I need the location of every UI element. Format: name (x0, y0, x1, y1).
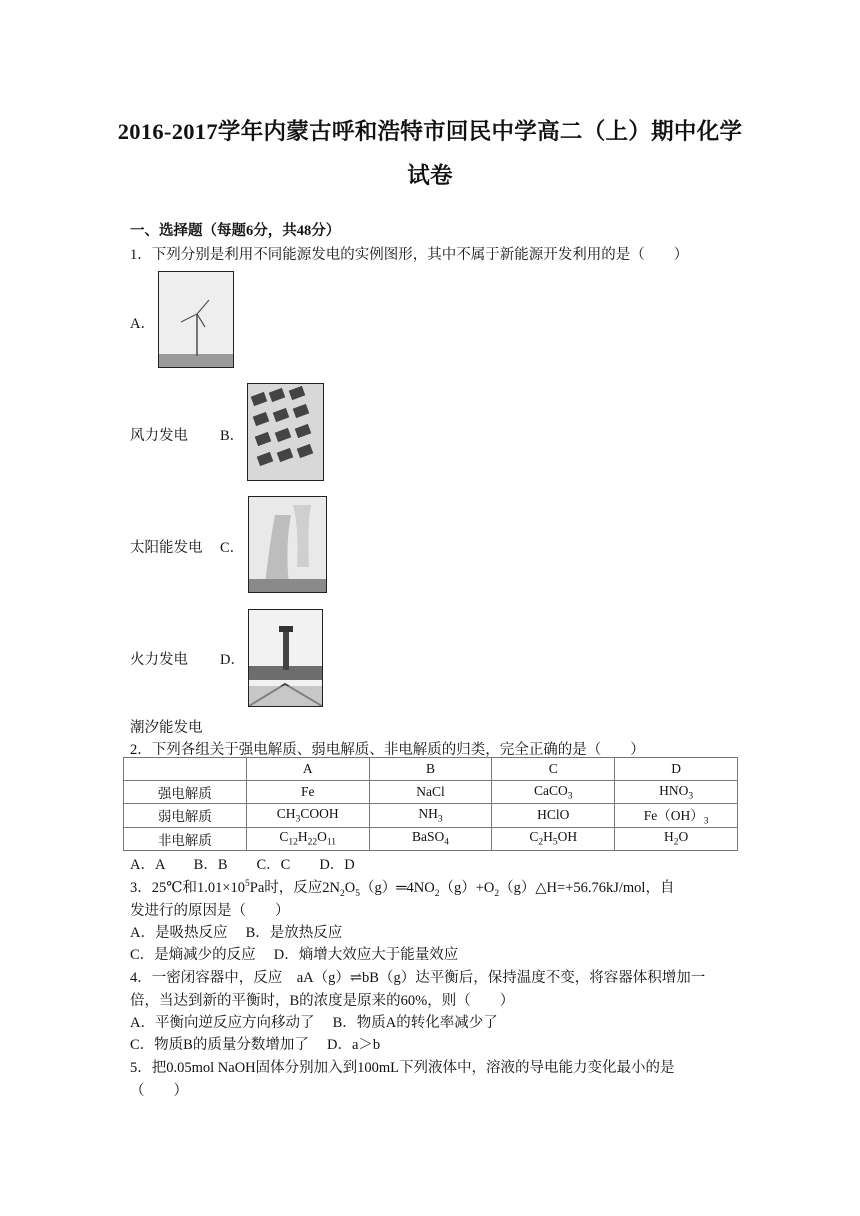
thermal-plant-image (248, 496, 327, 593)
question-4-options-cd: C．物质B的质量分数增加了 D．a＞b (130, 1037, 381, 1053)
row-label: 非电解质 (124, 827, 247, 850)
section-heading: 一、选择题（每题6分，共48分） (130, 223, 341, 239)
question-3-options-ab: A．是吸热反应 B．是放热反应 (130, 925, 343, 941)
table-header-cell: C (492, 758, 615, 781)
table-cell: CaCO$_3$ (492, 781, 615, 804)
row-label: 强电解质 (124, 781, 247, 804)
caption-c: 火力发电 (130, 652, 188, 668)
table-row (124, 827, 738, 850)
question-2-options: A．A B．B C．C D．D (130, 857, 355, 873)
row-label: 弱电解质 (124, 804, 247, 828)
table-cell: $HNO_3$ (615, 781, 738, 804)
table-header-cell: A (246, 758, 369, 781)
table-cell: $CH_3COOH$ (246, 804, 369, 828)
table-cell: $C_{12}H_{22}O_{11}$ (246, 827, 369, 850)
table-cell: NaCl (369, 781, 492, 804)
question-4-options-ab: A．平衡向逆反应方向移动了 B．物质A的转化率减少了 (130, 1015, 498, 1031)
question-1-stem: 1．下列分别是利用不同能源发电的实例图形，其中不属于新能源开发利用的是（ ） (130, 247, 689, 263)
question-3-stem: 3．25℃和$1.01\times 10^5Pa$时，反应$2N_2O_5(g)═4NO_2(g)+O_2(g)\triangle H=+56.76kJ$/mol，自 (130, 879, 675, 899)
table-cell: HClO (492, 804, 615, 828)
caption-b: 太阳能发电 (130, 540, 203, 556)
option-a-label: A． (130, 316, 155, 332)
table-cell: $H_2O$ (615, 827, 738, 850)
table-cell: Fe (246, 781, 369, 804)
question-5-stem-cont: （ ） (130, 1083, 188, 1099)
wind-turbine-image (158, 271, 234, 368)
table-row (124, 781, 738, 804)
option-c-label: C． (220, 540, 245, 556)
page-title: 2016-2017学年内蒙古呼和浩特市回民中学高二（上）期中化学 (117, 119, 743, 144)
page-title-line2: 试卷 (407, 163, 453, 188)
table-cell: $NH_3$ (369, 804, 492, 828)
tidal-power-image (248, 609, 323, 707)
table-cell: $C_2H_5OH$ (492, 827, 615, 850)
question-5-stem: 5．把0.05mol NaOH固体分别加入到100mL下列液体中，溶液的导电能力变化最小的是 (130, 1060, 675, 1076)
table-cell: $Fe(OH)_3$ (615, 804, 738, 828)
caption-a: 风力发电 (130, 428, 188, 444)
table-row (124, 804, 738, 828)
electrolyte-table (123, 757, 738, 851)
question-3-options-cd: C．是熵减少的反应 D．熵增大效应大于能量效应 (130, 947, 459, 963)
table-header-cell (124, 758, 247, 781)
solar-panel-image (247, 383, 324, 481)
question-2-stem: 2．下列各组关于强电解质、弱电解质、非电解质的归类，完全正确的是（ ） (130, 742, 645, 758)
question-3-stem-cont: 发进行的原因是（ ） (130, 903, 290, 919)
option-d-label: D． (220, 652, 245, 668)
caption-d: 潮汐能发电 (130, 720, 203, 736)
question-4-stem: 4．一密闭容器中，反应 aA（g）⇌bB（g）达平衡后，保持温度不变，将容器体积增加一 (130, 970, 706, 986)
option-b-label: B． (220, 428, 245, 444)
table-header-cell: B (369, 758, 492, 781)
table-header-cell: D (615, 758, 738, 781)
table-cell: BaSO$_4$ (369, 827, 492, 850)
table-header-row (124, 758, 738, 781)
question-4-stem-cont: 倍，当达到新的平衡时，B的浓度是原来的60%，则（ ） (130, 993, 515, 1009)
